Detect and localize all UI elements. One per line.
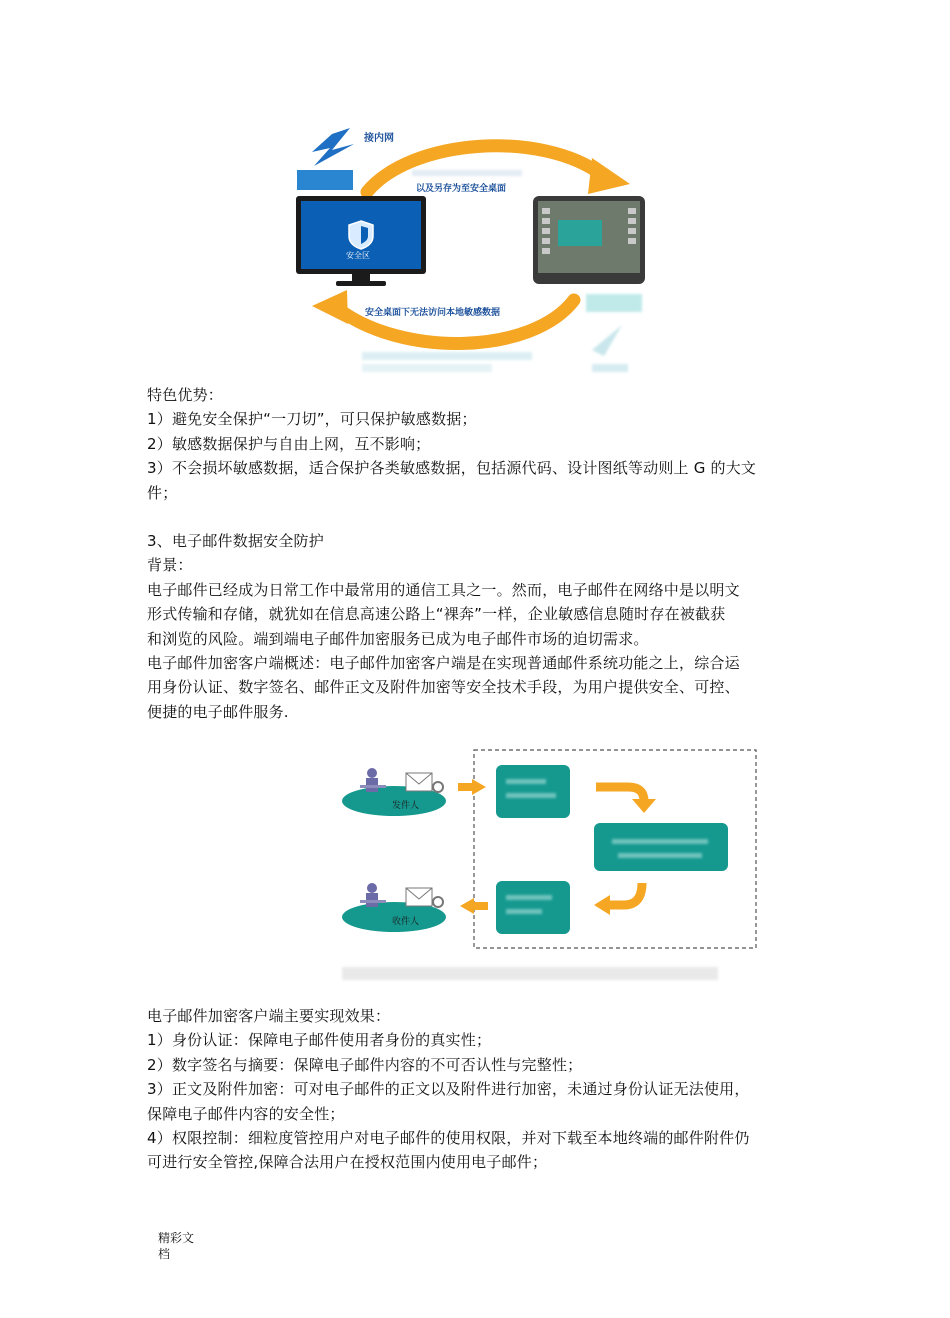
decrypt-box [496, 881, 570, 934]
receive-arrow [472, 902, 488, 910]
email-encryption-diagram [338, 745, 763, 995]
feature-item: 件； [147, 483, 178, 502]
sender-key-icon [433, 782, 443, 792]
feature-item: 3）不会损坏敏感数据，适合保护各类敏感数据，包括源代码、设计图纸等动则上 G 的大文 [147, 459, 757, 478]
section-title: 3、电子邮件数据安全防护 [147, 532, 324, 550]
top-arc-arrowhead [588, 158, 630, 194]
effects-heading: 电子邮件加密客户端主要实现效果： [147, 1007, 391, 1025]
arrow-top-text: 以及另存为至安全桌面 [416, 184, 507, 194]
bottom-arc-arrowhead [312, 290, 348, 324]
left-label-box [297, 170, 353, 190]
secure-desktop-diagram [292, 120, 652, 380]
effect-line: 4）权限控制：细粒度管控用户对电子邮件的使用权限，并对下载至本地终端的邮件附件仍 [147, 1129, 750, 1148]
secure-zone-label: 安全区 [346, 251, 370, 260]
effect-line: 3）正文及附件加密：可对电子邮件的正文以及附件进行加密，未通过身份认证无法使用， [147, 1080, 750, 1099]
effect-line: 2）数字签名与摘要：保障电子邮件内容的不可否认性与完整性； [147, 1055, 583, 1074]
features-heading: 特色优势： [147, 386, 224, 404]
from-server-arrow [608, 883, 642, 905]
to-server-arrow [596, 787, 644, 801]
effect-line: 保障电子邮件内容的安全性； [147, 1104, 345, 1123]
effects-block [147, 1004, 813, 1175]
sender-label: 发件人 [392, 801, 420, 811]
page-footer [158, 1230, 194, 1262]
section3-block [147, 529, 813, 724]
effect-line: 可进行安全管控,保障合法用户在授权范围内使用电子邮件； [147, 1153, 548, 1172]
effect-line: 1）身份认证：保障电子邮件使用者身份的真实性； [147, 1031, 492, 1050]
feature-item: 1）避免安全保护“一刀切”，可只保护敏感数据； [147, 410, 477, 429]
receiver-key-icon [433, 897, 443, 907]
overview-paragraph-line: 电子邮件加密客户端概述：电子邮件加密客户端是在实现普通邮件系统功能之上，综合运 [147, 654, 740, 673]
overview-paragraph-line: 用身份认证、数字签名、邮件正文及附件加密等安全技术手段，为用户提供安全、可控、 [147, 678, 740, 697]
receiver-person-icon [367, 883, 377, 893]
background-paragraph-line: 形式传输和存储，就犹如在信息高速公路上“裸奔”一样，企业敏感信息随时存在被截获 [147, 605, 726, 624]
faded-caption [342, 967, 718, 980]
sender-person-icon [367, 768, 377, 778]
receiver-label: 收件人 [392, 917, 420, 927]
footer-line-2: 档 [158, 1247, 171, 1261]
arrow-bottom-text: 安全桌面下无法访问本地敏感数据 [365, 308, 501, 318]
background-paragraph-line: 和浏览的风险。端到端电子邮件加密服务已成为电子邮件市场的迫切需求。 [147, 629, 649, 648]
overview-paragraph-line: 便捷的电子邮件服务. [147, 702, 289, 721]
background-label: 背景： [147, 556, 193, 575]
intranet-label: 接内网 [364, 133, 394, 144]
features-block [147, 383, 813, 505]
background-paragraph-line: 电子邮件已经成为日常工作中最常用的通信工具之一。然而，电子邮件在网络中是以明文 [147, 580, 740, 599]
feature-item: 2）敏感数据保护与自由上网，互不影响； [147, 434, 431, 453]
footer-line-1: 精彩文 [158, 1231, 195, 1245]
lightning-icon [312, 128, 354, 166]
encrypt-box [496, 765, 570, 818]
send-arrow [458, 783, 474, 791]
server-box [594, 823, 728, 871]
